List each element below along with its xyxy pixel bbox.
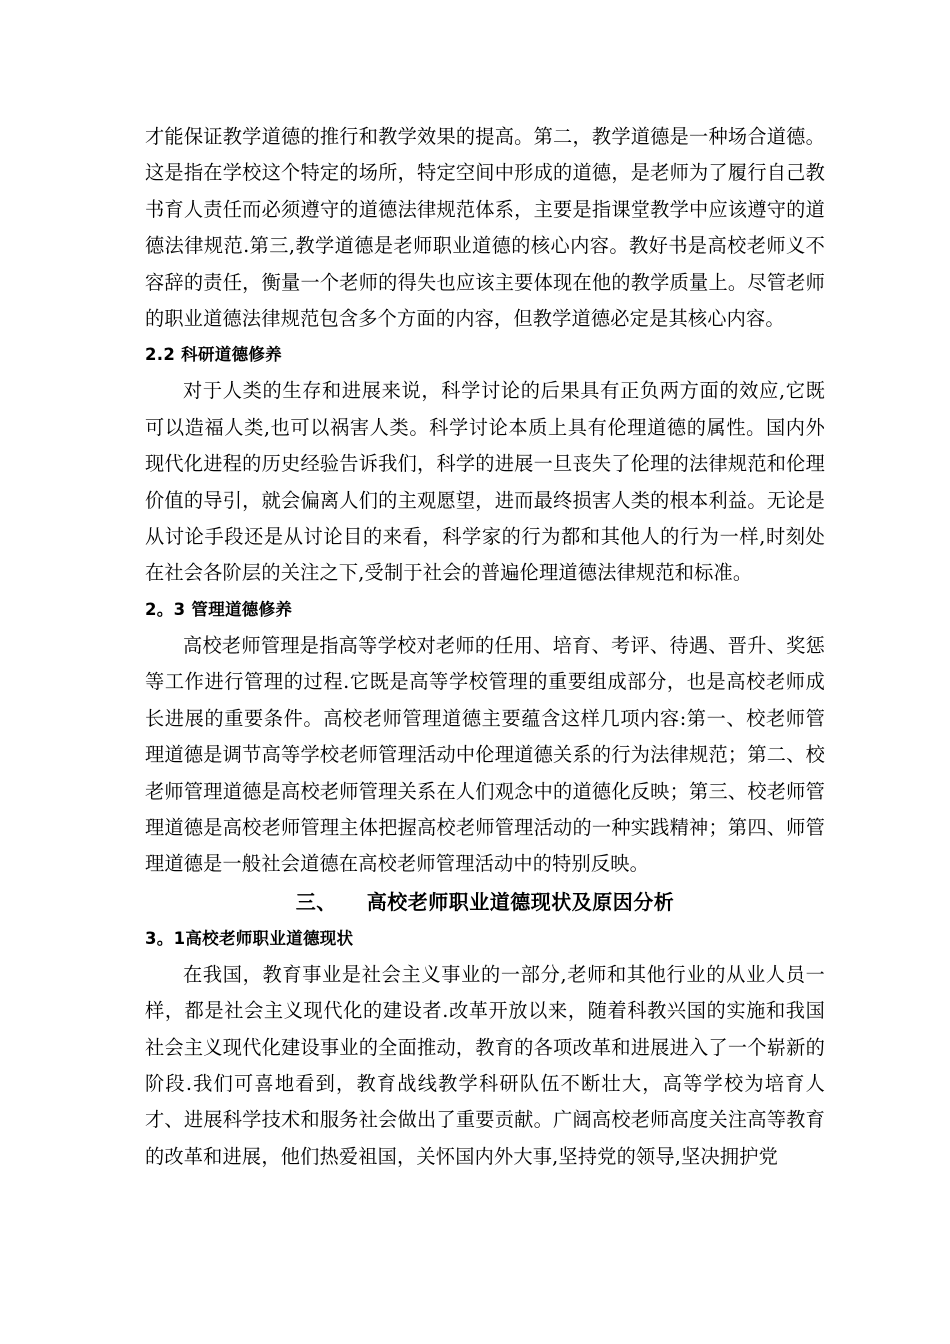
heading-ethics-status: 3。1高校老师职业道德现状 bbox=[145, 928, 354, 948]
paragraph-teaching-ethics: 才能保证教学道德的推行和教学效果的提高。第二，教学道德是一种场合道德。这是指在学校这个特定的场所，特定空间中形成的道德，是老师为了履行自己教书育人责任而必须遵守的道德法律规范体系，主要是指课堂教学中应该遵守的道德法律规范.第三,教学道德是老师职业道德的核心内容。教好书是高校老师义不容辞的责任，衡量一个老师的得失也应该主要体现在他的教学质量上。尽管老师的职业道德法律规范包含多个方面的内容，但教学道德必定是其核心内容。 bbox=[145, 125, 825, 331]
paragraph-management-ethics: 高校老师管理是指高等学校对老师的任用、培育、考评、待遇、晋升、奖惩等工作进行管理的过程.它既是高等学校管理的重要组成部分，也是高校老师成长进展的重要条件。高校老师管理道德主要蕴含这样几项内容:第一、校老师管理道德是调节高等学校老师管理活动中伦理道德关系的行为法律规范；第二、校老师管理道德是高校老师管理关系在人们观念中的道德化反映；第三、校老师管理道德是高校老师管理主体把握高校老师管理活动的一种实践精神；第四、师管理道德是一般社会道德在高校老师管理活动中的特别反映。 bbox=[145, 633, 825, 876]
section-number: 三、 bbox=[295, 889, 337, 914]
section-heading-3 bbox=[145, 883, 825, 921]
heading-research-ethics: 2.2 科研道德修养 bbox=[145, 345, 282, 365]
paragraph-ethics-status: 在我国，教育事业是社会主义事业的一部分,老师和其他行业的从业人员一样，都是社会主义现代化的建设者.改革开放以来，随着科教兴国的实施和我国社会主义现代化建设事业的全面推动，教育的各项改革和进展进入了一个崭新的阶段.我们可喜地看到，教育战线教学科研队伍不断壮大，高等学校为培育人才、进展科学技术和服务社会做出了重要贡献。广阔高校老师高度关注高等教育的改革和进展，他们热爱祖国，关怀国内外大事,坚持党的领导,坚决拥护党 bbox=[145, 962, 825, 1168]
paragraph-research-ethics: 对于人类的生存和进展来说，科学讨论的后果具有正负两方面的效应,它既可以造福人类,也可以祸害人类。科学讨论本质上具有伦理道德的属性。国内外现代化进程的历史经验告诉我们，科学的进展一旦丧失了伦理的法律规范和伦理价值的导引，就会偏离人们的主观愿望，进而最终损害人类的根本利益。无论是从讨论手段还是从讨论目的来看，科学家的行为都和其他人的行为一样,时刻处在社会各阶层的关注之下,受制于社会的普遍伦理道德法律规范和标准。 bbox=[145, 379, 825, 585]
document-body bbox=[145, 119, 825, 1175]
heading-management-ethics: 2。3 管理道德修养 bbox=[145, 599, 293, 619]
section-title: 高校老师职业道德现状及原因分析 bbox=[366, 889, 675, 914]
